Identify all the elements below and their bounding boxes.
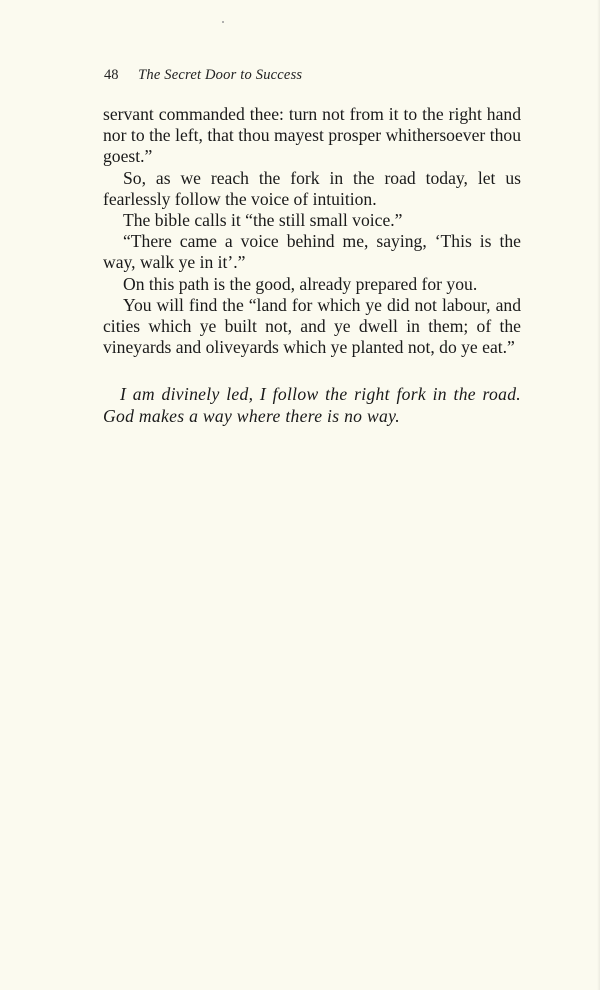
paragraph: “There came a voice behind me, saying, ‘This is the way, walk ye in it’.” <box>103 231 521 273</box>
affirmation: I am divinely led, I follow the right fork in the road. God makes a way where there is no way. <box>103 384 521 426</box>
page-header <box>104 67 302 84</box>
paragraph: The bible calls it “the still small voice.” <box>123 210 403 231</box>
page-number: 48 <box>104 67 119 83</box>
paragraph: On this path is the good, already prepared for you. <box>123 273 478 294</box>
paragraph-continuation: servant commanded thee: turn not from it to the right hand nor to the left, that thou mayest prosper whithersoever thou goest.” <box>103 104 521 167</box>
body-text <box>103 104 521 427</box>
paper-speck <box>222 21 224 23</box>
paragraph: So, as we reach the fork in the road today, let us fearlessly follow the voice of intuition. <box>103 167 521 209</box>
running-title: The Secret Door to Success <box>138 67 303 83</box>
paragraph: You will find the “land for which ye did not labour, and cities which ye built not, and ye dwell in them; of the vineyards and oliveyards which ye planted not, do ye eat.” <box>103 294 521 358</box>
